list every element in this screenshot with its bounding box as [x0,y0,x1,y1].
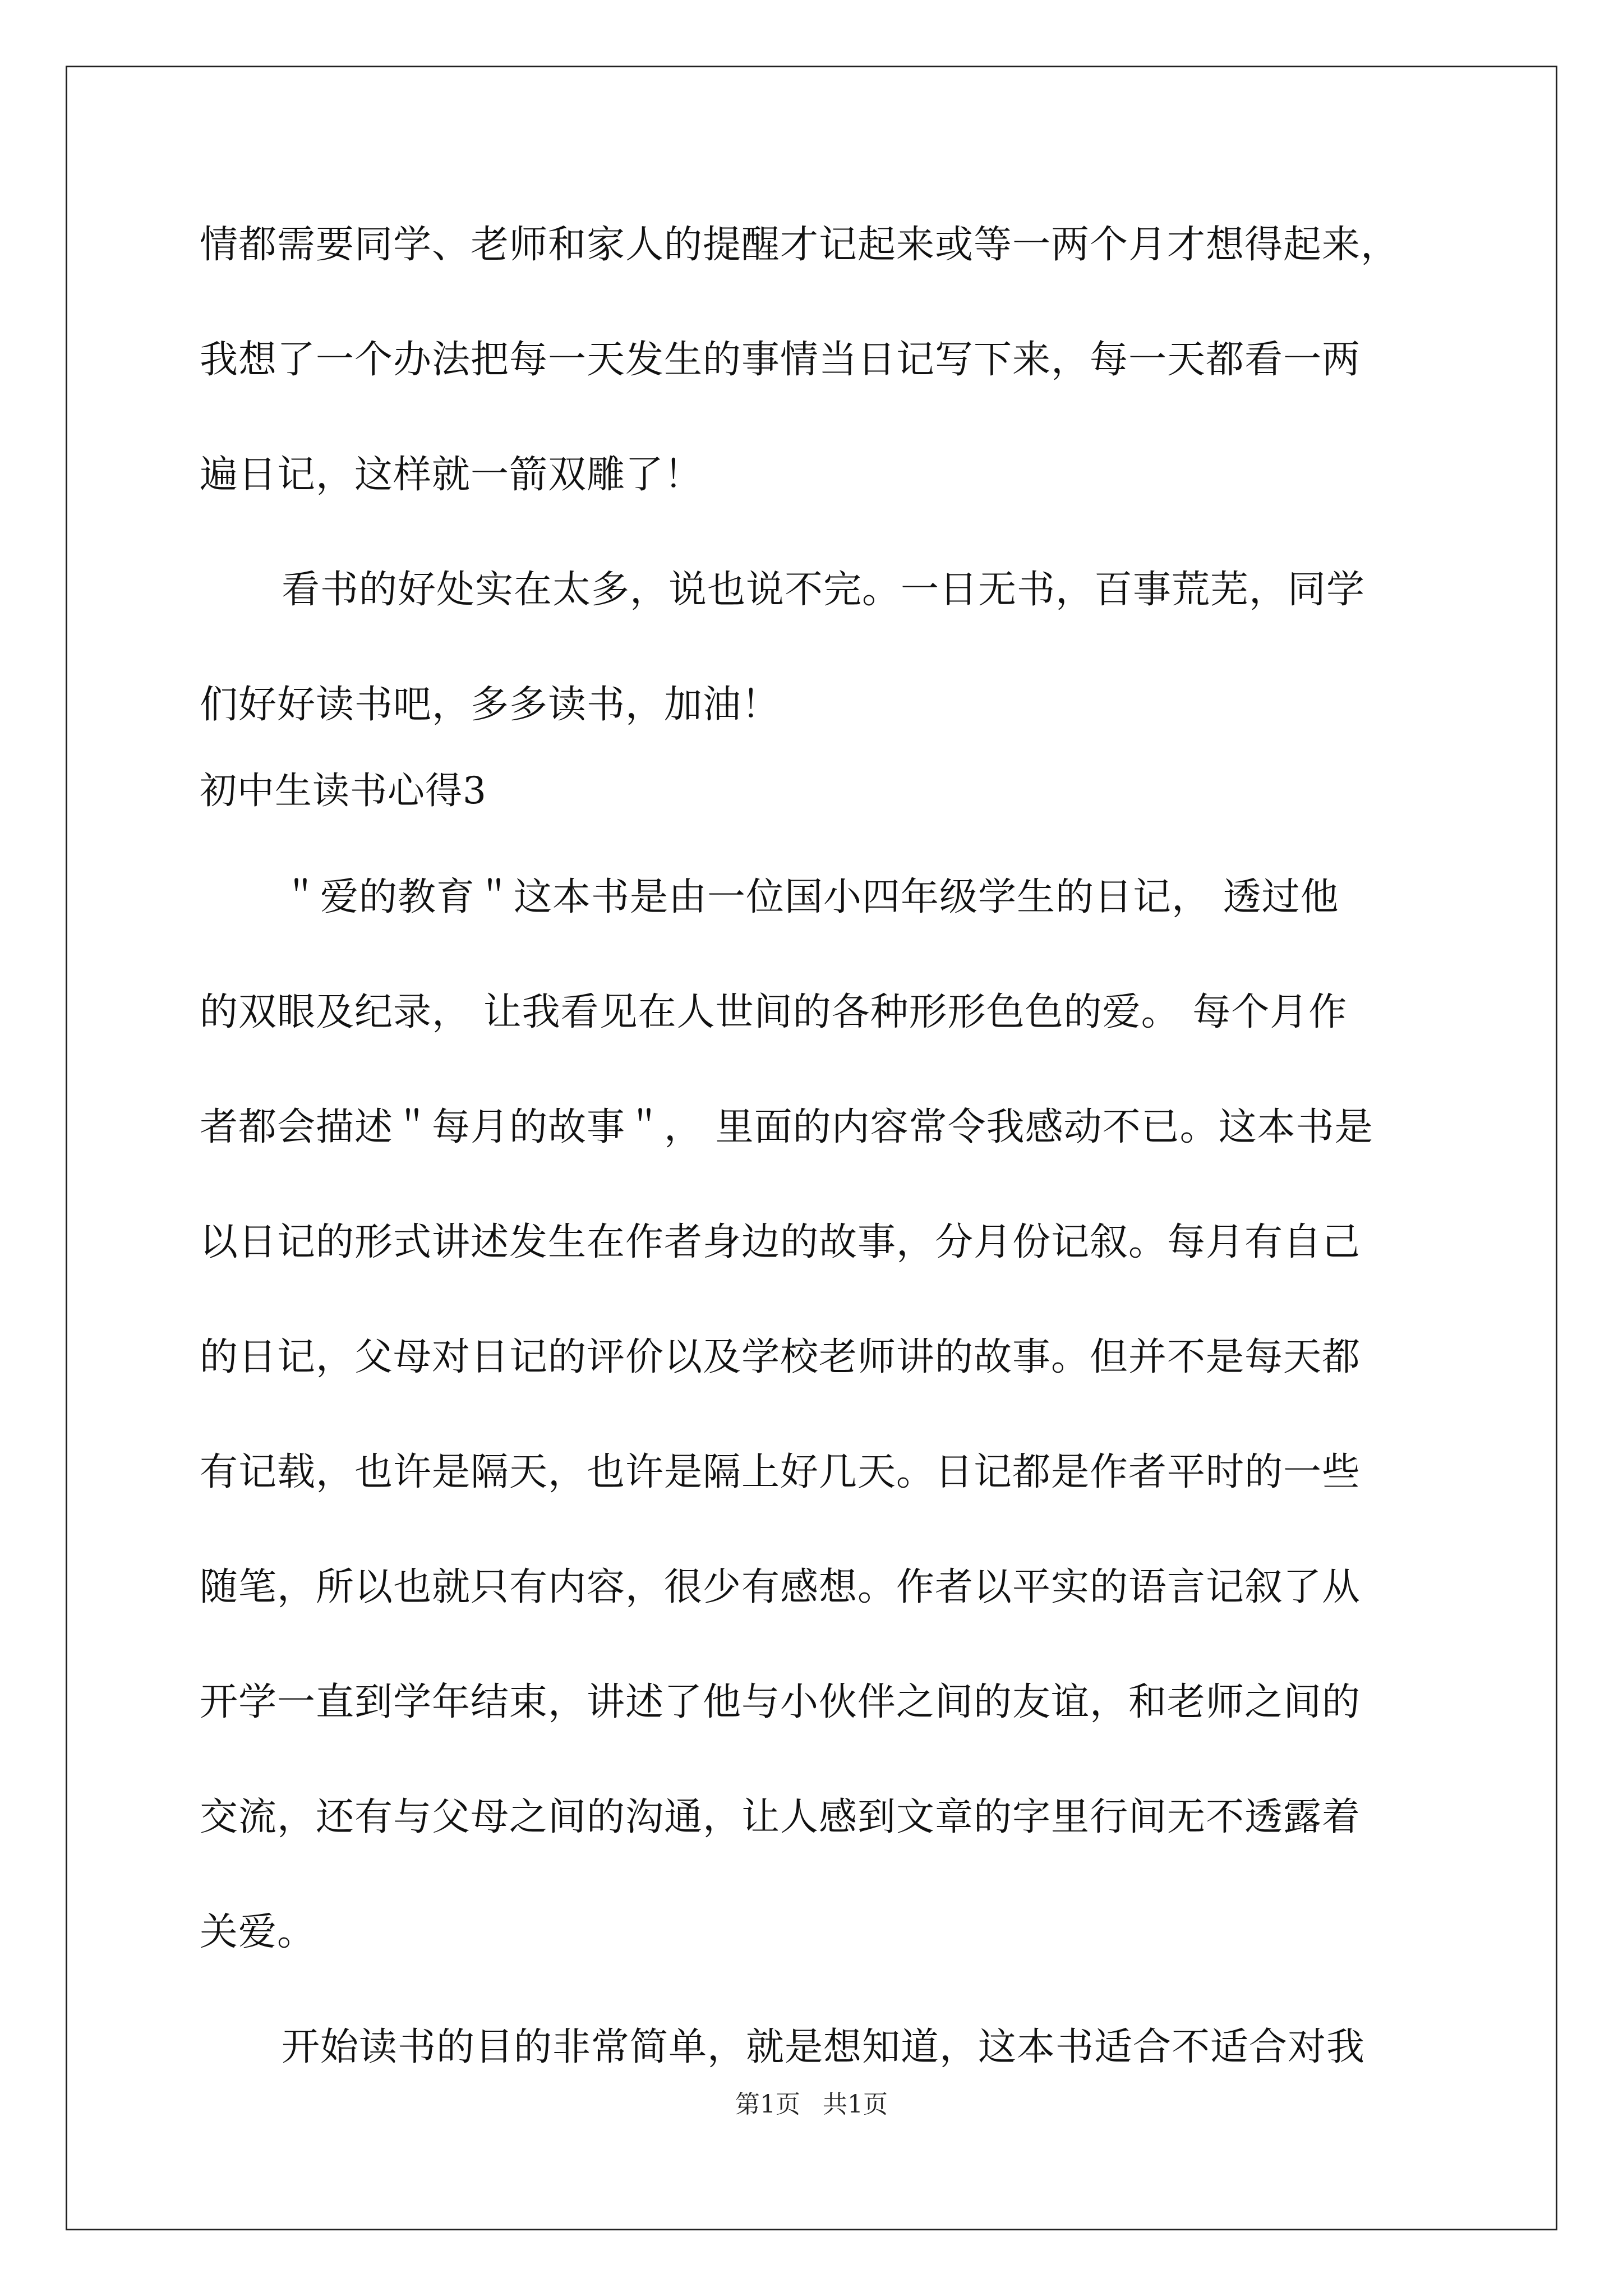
body-line: 遍日记，这样就一箭双雕了！ [200,453,703,497]
body-line: 关爱。 [200,1910,316,1954]
body-line: 我想了一个办法把每一天发生的事情当日记写下来，每一天都看一两 [200,338,1361,382]
paragraph-start-line: 开始读书的目的非常简单，就是想知道，这本书适合不适合对我 [282,2025,1366,2069]
body-line: 有记载，也许是隔天，也许是隔上好几天。日记都是作者平时的一些 [200,1450,1361,1494]
body-line: 情都需要同学、老师和家人的提醒才记起来或等一两个月才想得起来， [200,223,1400,267]
body-line: 的日记，父母对日记的评价以及学校老师讲的故事。但并不是每天都 [200,1335,1361,1379]
page-number: 第1页 [735,2090,800,2119]
section-heading: 初中生读书心得3 [200,769,487,812]
body-line: 者都会描述＂每月的故事＂， 里面的内容常令我感动不已。这本书是 [200,1105,1373,1149]
body-line: 以日记的形式讲述发生在作者身边的故事，分月份记叙。每月有自己 [200,1220,1361,1264]
body-line: 们好好读书吧，多多读书，加油！ [200,683,781,727]
body-line: 的双眼及纪录， 让我看见在人世间的各种形形色色的爱。 每个月作 [200,990,1348,1034]
body-line: 交流，还有与父母之间的沟通，让人感到文章的字里行间无不透露着 [200,1795,1361,1839]
paragraph-start-line: ＂爱的教育＂这本书是由一位国小四年级学生的日记， 透过他 [282,875,1339,919]
body-line: 开学一直到学年结束，讲述了他与小伙伴之间的友谊，和老师之间的 [200,1680,1361,1724]
paragraph-start-line: 看书的好处实在太多，说也说不完。一日无书，百事荒芜，同学 [282,568,1366,612]
body-line: 随笔，所以也就只有内容，很少有感想。作者以平实的语言记叙了从 [200,1565,1361,1609]
page-total: 共1页 [823,2090,888,2119]
page-footer [0,2088,1623,2122]
